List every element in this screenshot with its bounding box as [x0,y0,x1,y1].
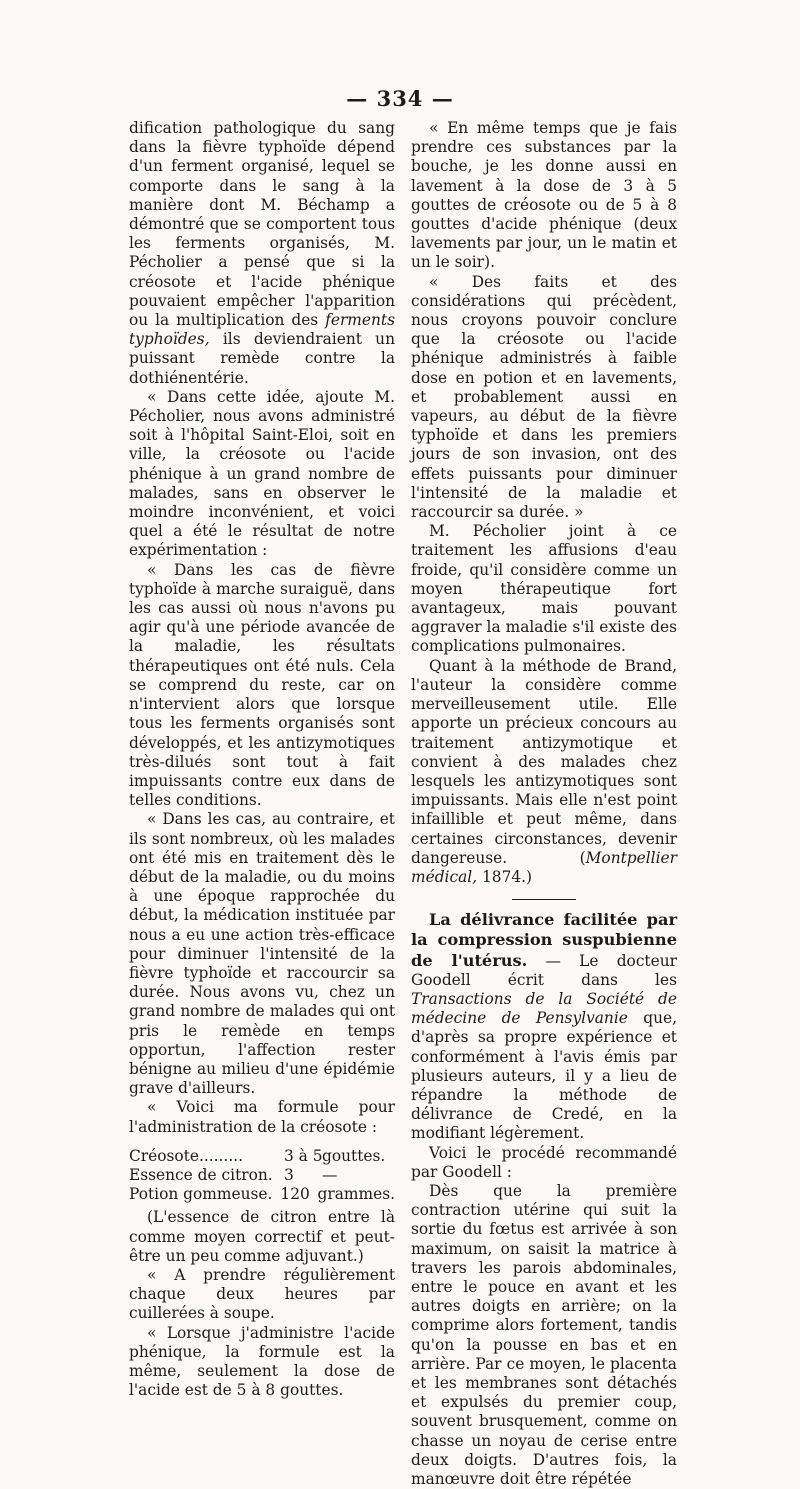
formula-row [129,1147,395,1166]
italic-citation: Montpellier médical, [411,848,677,886]
paragraph: « Voici ma formule pour l'administration de la créosote : [129,1098,395,1136]
formula-unit: gouttes. [322,1146,386,1165]
paragraph: dification pathologique du sang dans la fièvre typhoïde dépend d'un ferment organisé, lequel se comporte dans le sang à la manière dont M. Béchamp a démontré que se comportent tous les ferments organisés, M. Pécholier a pensé que si la créosote et l'acide phénique pouvaient empêcher l'apparition ou la multiplication des ferments typhoïdes, ils deviendraient un puissant remède contre la dothiénentérie. [129,119,395,387]
left-column [129,119,395,1400]
paragraph: « En même temps que je fais prendre ces substances par la bouche, je les donne aussi en lavement à la dose de 3 à 5 gouttes de créosote ou de 5 à 8 gouttes d'acide phénique (deux lavements par jour, un le matin et un le soir). [411,119,677,272]
formula-quantity: 3 à 5 [284,1146,323,1165]
paragraph: « Dans les cas de fièvre typhoïde à marche suraiguë, dans les cas aussi où nous n'avons pu agir qu'à une période avancée de la maladie, les résultats thérapeutiques ont été nuls. Cela se comprend du reste, car on n'intervient alors que lorsque tous les ferments organisés sont développés, et les antizymotiques très-dilués sont tout à fait impuissants contre eux dans de telles conditions. [129,560,395,810]
formula-row [129,1166,395,1185]
formula-quantity: 3 [284,1165,294,1184]
formula-ingredient: Potion gommeuse. [129,1185,273,1204]
formula-unit: grammes. [317,1185,395,1204]
paragraph: « Lorsque j'administre l'acide phénique, la formule est la même, seulement la dose de l'acide est de 5 à 8 gouttes. [129,1323,395,1400]
section-paragraph: La délivrance facilitée par la compression suspubienne de l'utérus. — Le docteur Goodell écrit dans les Transactions de la Société de médecine de Pensylvanie que, d'après sa propre expérience et conformément à l'avis émis par plusieurs auteurs, il y a lieu de répandre la méthode de délivrance de Credé, en la modifiant légèrement. [411,910,677,1143]
right-column [411,119,677,1489]
paragraph: « Dans cette idée, ajoute M. Pécholier, nous avons administré soit à l'hôpital Saint-Eloi, soit en ville, la créosote ou l'acide phénique à un grand nombre de malades, sans en observer le moindre inconvénient, et voici quel a été le résultat de notre expérimentation : [129,387,395,560]
formula-table [129,1147,395,1205]
formula-quantity: 120 [280,1185,310,1204]
formula-unit: — [322,1165,338,1184]
paragraph: « A prendre régulièrement chaque deux heures par cuillerées à soupe. [129,1265,395,1323]
formula-row [129,1185,395,1204]
italic-citation: Transactions de la Société de médecine de Pensylvanie [411,989,677,1028]
paragraph: « Des faits et des considérations qui précèdent, nous croyons pouvoir conclure que la créosote ou l'acide phénique administrés à faible dose en potion et en lavements, et probablement aussi en vapeurs, au début de la fièvre typhoïde et dans les premiers jours de son invasion, ont des effets puissants pour diminuer l'intensité de la maladie et raccourcir sa durée. » [411,272,677,522]
section-title: La délivrance facilitée par la compression suspubienne de l'utérus. [411,910,677,970]
paragraph: Dès que la première contraction utérine qui suit la sortie du fœtus est arrivée à son maximum, on saisit la matrice à travers les parois abdominales, entre le pouce en avant et les autres doigts en arrière; on la comprime alors fortement, tandis qu'on la pousse en bas et en arrière. Par ce moyen, le placenta et les membranes sont détachés et expulsés du premier coup, souvent brusquement, comme on chasse un noyau de cerise entre deux doigts. D'autres fois, la manœuvre doit être répétée [411,1181,677,1489]
page-number: — 334 — [346,86,454,111]
paragraph: Quant à la méthode de Brand, l'auteur la considère comme merveilleusement utile. Elle apporte un précieux concours au traitement antizymotique et convient à des malades chez lesquels les antizymotiques sont impuissants. Mais elle n'est point infaillible et peut même, dans certaines circonstances, devenir dangereuse. (Montpellier médical, 1874.) [411,656,677,886]
paragraph: (L'essence de citron entre là comme moyen correctif et peut-être un peu comme adjuvant.) [129,1208,395,1265]
paragraph: M. Pécholier joint à ce traitement les affusions d'eau froide, qu'il considère comme un moyen thérapeutique fort avantageux, mais pouvant aggraver la maladie s'il existe des complications pulmonaires. [411,522,677,656]
paragraph: Voici le procédé recommandé par Goodell : [411,1143,677,1181]
italic-term: ferments typhoïdes, [129,311,395,349]
formula-ingredient: Essence de citron. [129,1165,273,1184]
section-divider [512,899,576,900]
formula-ingredient: Créosote......... [129,1146,243,1165]
paragraph: « Dans les cas, au contraire, et ils sont nombreux, où les malades ont été mis en traitement dès le début de la maladie, ou du moins à une époque rapprochée du début, la médication instituée par nous a eu une action très-efficace pour diminuer l'intensité de la fièvre typhoïde et raccourcir sa durée. Nous avons vu, chez un grand nombre de malades qui ont pris le remède en temps opportun, l'affection rester bénigne au milieu d'une épidémie grave d'ailleurs. [129,810,395,1098]
